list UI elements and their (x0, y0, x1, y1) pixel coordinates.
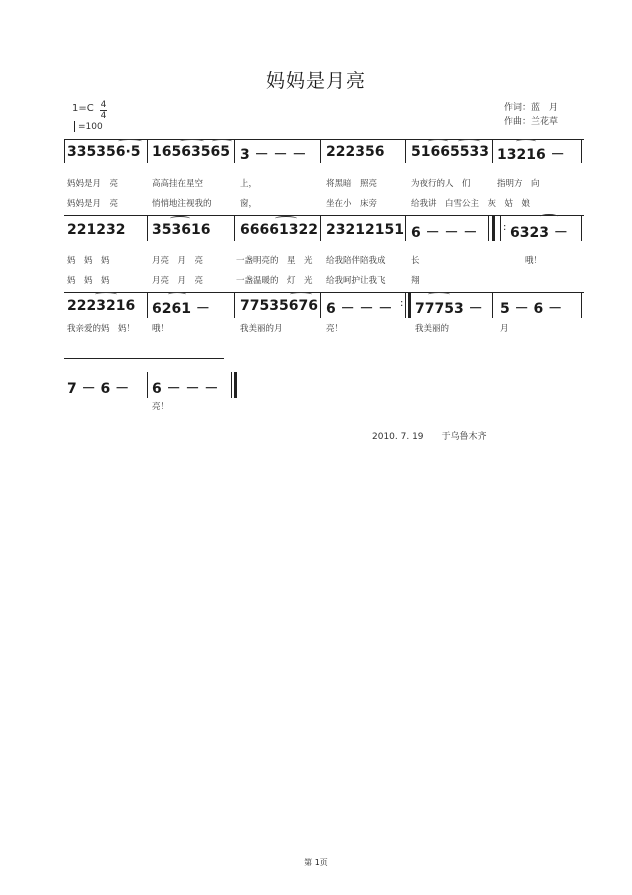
lyric-2-5: 翔 (411, 276, 420, 286)
lyric-1-2: 月亮 月 亮 (152, 256, 204, 266)
barline (147, 139, 148, 163)
slur (275, 216, 297, 221)
lyric-1-1: 妈 妈 妈 (67, 256, 110, 266)
measure-2-5: 6 － － － (411, 225, 478, 241)
lyric-2-2: 月亮 月 亮 (152, 276, 204, 286)
lyric-1-3: 我美丽的月 (240, 324, 283, 334)
barline (234, 215, 235, 241)
date-line: 2010. 7. 19 于乌鲁木齐 (372, 432, 487, 442)
barline (492, 139, 493, 163)
slur (540, 214, 558, 219)
slur (95, 292, 117, 297)
slur (428, 292, 450, 297)
lyric-2-1: 妈 妈 妈 (67, 276, 110, 286)
measure-3-5: 77753 － (415, 301, 483, 317)
lyric-1-2: 哦！ (152, 324, 170, 334)
tempo-marking (74, 121, 103, 132)
repeat-end-thin-bar (488, 215, 489, 241)
song-title: 妈妈是月亮 (265, 70, 366, 92)
barline (320, 139, 321, 163)
barline (492, 292, 493, 318)
barline (581, 292, 582, 318)
measure-3-6: 5 － 6 － (500, 301, 563, 317)
measure-1-2: 16563565 (152, 144, 230, 160)
time-signature-top: 4 (100, 100, 107, 110)
lyric-2-3: 一盏温暖的 灯 光 (236, 276, 313, 286)
barline (405, 139, 406, 163)
slur (118, 139, 142, 144)
lyric-2-5: 给我讲 白雪公主 灰 姑 娘 (411, 199, 531, 209)
measure-1-6: 13216 － (497, 147, 565, 163)
time-signature-bottom: 4 (100, 111, 107, 121)
lyric-1-4: 将黑暗 照亮 (326, 179, 378, 189)
lyric-1-3: 一盏明亮的 星 光 (236, 256, 313, 266)
barline (581, 139, 582, 163)
system-1-start-bar (64, 139, 65, 163)
slur (212, 139, 232, 144)
slur (290, 292, 312, 297)
barline (147, 292, 148, 318)
measure-1-5: 51665533 (411, 144, 489, 160)
final-thick-bar (234, 372, 237, 398)
lyric-1-2: 高高挂在星空 (152, 179, 204, 189)
measure-2-2: 353616 (152, 222, 211, 238)
barline (147, 215, 148, 241)
barline (320, 292, 321, 318)
measure-2-3: 66661322 (240, 222, 318, 238)
lyric-1-2: 亮！ (152, 402, 170, 412)
system-1-top-line (64, 139, 584, 140)
time-signature (100, 100, 107, 121)
measure-1-4: 222356 (326, 144, 385, 160)
system-4-top-line (64, 358, 224, 359)
lyric-1-1: 妈妈是月 亮 (67, 179, 119, 189)
measure-4-1: 7 － 6 － (67, 381, 130, 397)
lyric-1-5: 我美丽的 (415, 324, 450, 334)
lyric-1-5: 长 (411, 256, 420, 266)
lyricist-credit: 作词：蓝 月 (504, 103, 559, 113)
barline (581, 215, 582, 241)
repeat-thick-bar (408, 292, 411, 318)
lyric-1-3: 上， (240, 179, 258, 189)
repeat-dots-icon: : (503, 222, 507, 233)
lyric-2-3: 窗， (240, 199, 258, 209)
system-3-top-line (64, 292, 584, 293)
slur (170, 216, 190, 221)
lyric-2-2: 悄悄地注视我的 (152, 199, 212, 209)
lyric-2-1: 妈妈是月 亮 (67, 199, 119, 209)
barline (405, 215, 406, 241)
tempo-value: =100 (78, 122, 103, 132)
measure-3-1: 2223216 (67, 298, 136, 314)
slur (458, 139, 480, 144)
barline (234, 139, 235, 163)
lyric-2-4: 坐在小 床旁 (326, 199, 378, 209)
lyric-1-5: 为夜行的人 们 (411, 179, 471, 189)
measure-2-1: 221232 (67, 222, 126, 238)
slur (516, 139, 536, 144)
measure-3-4: 6 － － － (326, 301, 393, 317)
barline (234, 292, 235, 318)
measure-3-2: 6261 － (152, 301, 210, 317)
measure-4-2: 6 － － － (152, 381, 219, 397)
repeat-end-thick-bar (492, 215, 495, 241)
slur (168, 292, 186, 297)
measure-1-3: 3 － － － (240, 147, 307, 163)
composer-credit: 作曲：兰花草 (504, 117, 559, 127)
measure-1-1: 335356·5 (67, 144, 141, 160)
key-signature: 1=C (72, 103, 94, 114)
page-number: 第 1页 (304, 858, 328, 867)
slur (428, 139, 448, 144)
lyric-2-4: 给我呵护让我飞 (326, 276, 386, 286)
barline (147, 372, 148, 398)
measure-3-3: 77535676 (240, 298, 318, 314)
lyric-1-6: 指明方 向 (497, 179, 540, 189)
lyric-1-6: 哦！ (525, 256, 543, 266)
measure-2-6: 6323 － (510, 225, 568, 241)
final-thin-bar (231, 372, 232, 398)
slur (180, 139, 204, 144)
lyric-1-1: 我亲爱的妈 妈！ (67, 324, 136, 334)
system-2-top-line (64, 215, 584, 216)
lyric-1-6: 月 (500, 324, 509, 334)
lyric-1-4: 给我陪伴陪我成 (326, 256, 386, 266)
measure-2-4: 23212151 (326, 222, 404, 238)
repeat-dots-icon: : (400, 298, 404, 309)
lyric-1-4: 亮！ (326, 324, 344, 334)
repeat-thin-bar (405, 292, 406, 318)
credits (504, 101, 558, 129)
barline (320, 215, 321, 241)
quarter-note-icon (74, 121, 75, 132)
barline (500, 215, 501, 241)
